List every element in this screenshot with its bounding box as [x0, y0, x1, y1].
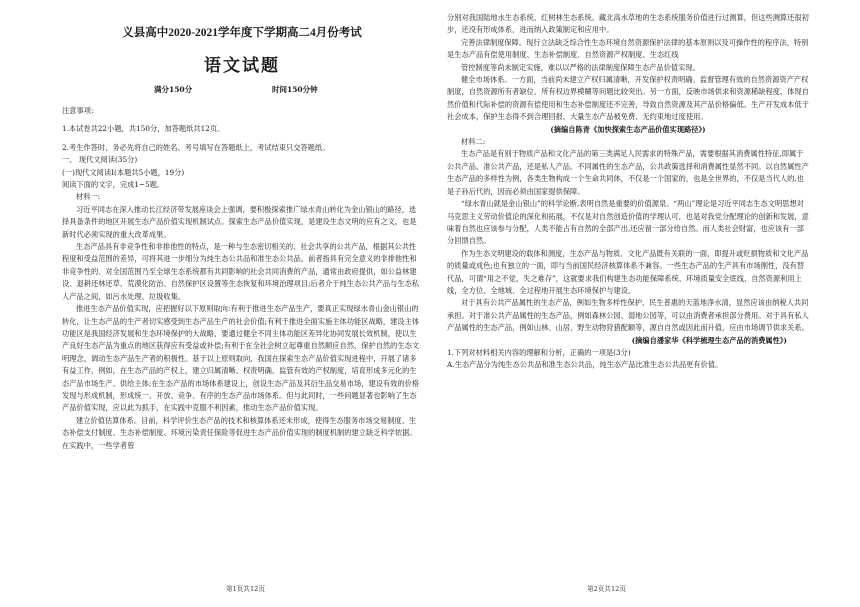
instruction-item-1: 1.本试卷共22小题，共150分，加答题纸共12页。 [62, 124, 225, 134]
full-score: 满分150分 [154, 85, 193, 94]
material-label: 材料二: [461, 137, 486, 147]
exam-time: 时间150分钟 [272, 85, 318, 94]
reading-directions: 阅读下面的文字，完成1~5题。 [62, 180, 165, 190]
paragraph: 健全市场体系。一方面，当前尚未建立产权归属清晰，开发保护权责明确、监督管理有效的自然资源资产产权制度，自然资源所有者缺位、所有权边界模糊等问题比较突出。另一方面，反映市场供求和资源稀缺程度、体现自然价值和代际补偿的资源有偿使用和生态补偿制度还不完善，导致自然资源及其产品价格偏低、生产开发成本低于社会成本，保护生态得不到合理回报，大量生态产品被免费、无约束地过度使用。 [447, 75, 809, 122]
instructions-title: 注意事项: [62, 106, 94, 115]
paragraph: 作为生态文明建设的载体和测度，生态产品与物质、文化产品既有关联的一面，即提升或贬损物质和文化产品的质量或成色;也有独立的一面，即与当前国民经济核算体系不兼容。一些生态产品的生产具有市场刚性，没有替代品，可谓“用之不觉，失之难存”，这就要求我们构建生态功能保障系统、环境质量安全底线、自然资源利用上线，全方位、全地域、全过程地开展生态环境保护与建设。 [447, 248, 809, 295]
paragraph: 习近平同志在深入推动长江经济带发展座谈会上强调，要积极探索推广绿水青山转化为金山银山的路径，选择具备条件的地区开展生态产品价值实现机制试点。探索生态产品价值实现，是建设生态文明的应有之义，也是新时代必须实现的重大改革成果。 [62, 204, 417, 239]
section-subheading: (一)现代文阅读Ⅰ(本题共5小题，19分) [62, 167, 185, 177]
material-label: 材料一: [76, 192, 101, 202]
instruction-item-2: 2.考生作答时，务必先将自己的姓名、考号填写在答题纸上，考试结束只交答题纸。 [62, 142, 330, 152]
page-footer-left: 第1页共12页 [226, 585, 265, 593]
right-column [447, 0, 809, 607]
right-body [447, 12, 809, 372]
paragraph: 管控制度等尚未制定实施，难以以严格的法律制度保障生态产品价值实现。 [461, 62, 700, 72]
paragraph: 建立价值估算体系。目前，科学评价生态产品的技术和核算体系还未形成，使得生态服务市场交易制度、生态补偿支付制度、生态补偿制度、环境污染责任保险等促进生态产品价值实现的制度机制的建立缺乏科学依据。在实践中，一些学者曾 [62, 415, 417, 450]
page-footer-right: 第2页共12页 [587, 585, 626, 593]
paragraph: 生态产品具有非竞争性和非排他性的特点，是一种与生态密切相关的、社会共享的公共产品，根据其公共性程度和受益范围的差异，可将其进一步细分为纯生态公共品和准生态公共品，前者指具有完全意义的非排他性和非竞争性的、对全国范围乃至全球生态系统都有共同影响的社会共同消费的产品，通常由政府提供，如公益林建设、退耕还林还草、荒漠化防治、自然保护区设置等生态恢复和环境治理项目;后者介于纯生态公共产品与生态私人产品之间，如污水处理、垃圾收集。 [62, 242, 420, 301]
question-1: 1.下列对材料相关内容的理解和分析，正确的一项是(3分) [447, 347, 631, 357]
question-1-option-a: A.生态产品分为纯生态公共品和准生态公共品，纯生态产品比准生态公共品更有价值。 [447, 360, 723, 370]
paragraph: “绿水青山就是金山银山”的科学论断,表明自然是重要的价值源泉。“两山”理论是习近平同志生态文明思想对马克思主义劳动价值论的深化和拓展，不仅是对自然创造价值的学理认可，也是对我党分配理论的创新和发展，意味着自然也应该参与分配，人类不能占有自然的全部产出,还应留一部分给自然。而人类社会财富，也应该有一部分回馈自然。 [447, 199, 809, 246]
source-citation: (摘编自潘家华《科学梳理生态产品的消费属性》) [631, 335, 787, 345]
exam-title: 义县高中2020-2021学年度下学期高二4月份考试 [122, 27, 362, 39]
left-body [62, 105, 422, 452]
subject-title: 语文试题 [204, 56, 280, 76]
source-citation: (摘编自陈青《加快探索生态产品价值实现路径》) [550, 124, 706, 134]
paragraph: 推进生态产品价值实现，应把握好以下原则取向:有利于推进生态产品生产，要真正实现绿水青山金山银山的转化，让生态产品的生产者切实感受到生态产品生产的社会价值;有利于推进全面实施主体功能区战略，建设主体功能区是我国经济发展和生态环境保护的大战略，要通过健全不同主体功能区差异化协同发展长效机制，使以生产良好生态产品为重点的地区获得应有受益或补偿;有利于在全社会树立起尊重自然顺应自然、保护自然的生态文明理念，调动生态产品生产者的积极性。基于以上原则取向，我国在探索生态产品价值实现进程中，开展了诸多有益工作，例如，在生态产品的产权上，建立归属清晰、权责明确、监管有效的产权制度，培育形成多元化的生态产品市场生产、供给主体;在生态产品的市场体系建设上，创设生态产品及其衍生品交易市场，建设有效的价格发现与形成机制，形成统一、开放、竞争、有序的生态产品市场体系。但与此同时，一些问题显著也影响了生态产品价值实现，应以此为抓手，在实践中克服不利因素，推动生态产品价值实现。 [62, 304, 420, 413]
paragraph: 分别对我国陆地水生态系统、红树林生态系统、藏北高水草地的生态系统服务价值进行过测算，但这些测算还很初步，还没有形成体系，进而纳入政策制定和应用中。 [447, 13, 809, 35]
section-heading: 一、 现代文阅读(35分) [62, 155, 138, 165]
left-column [62, 0, 422, 607]
paragraph: 完善法律制度保障。现行立法缺乏综合性生态环境自然资源保护法律的基本原则以及可操作性的程序法，特别是生态产品有偿使用制度、生态补偿制度、自然资源产权制度、生态红线 [447, 37, 809, 60]
paragraph: 生态产品是有别于物质产品和文化产品的第三类满足人民需求的特殊产品，需要根据其消费属性特征,即属于公共产品、准公共产品，还是私人产品。不同属性的生态产品，公共政策选择和消费属性显然不同。以自然属性产生态产品的多样性为例，各类生物构成一个生命共同体，不仅是一个国家的，也是全世界的，不仅是当代人的,也是子孙后代的，因而必须由国家提供保障。 [447, 149, 809, 196]
paragraph: 对于具有公共产品属性的生态产品，例如生物多样性保护、民生普惠的天蓝地净水清，显然应该由纳税人共同承担。对于准公共产品属性的生态产品，例如森林公园、湿地公园等，可以由消费者承担部分费用。对于具有私人产品属性的生态产品，例如山林、山居、野生动物狩猎配额等，源自自然或因此而升值，应由市场调节供求关系。 [447, 298, 809, 333]
